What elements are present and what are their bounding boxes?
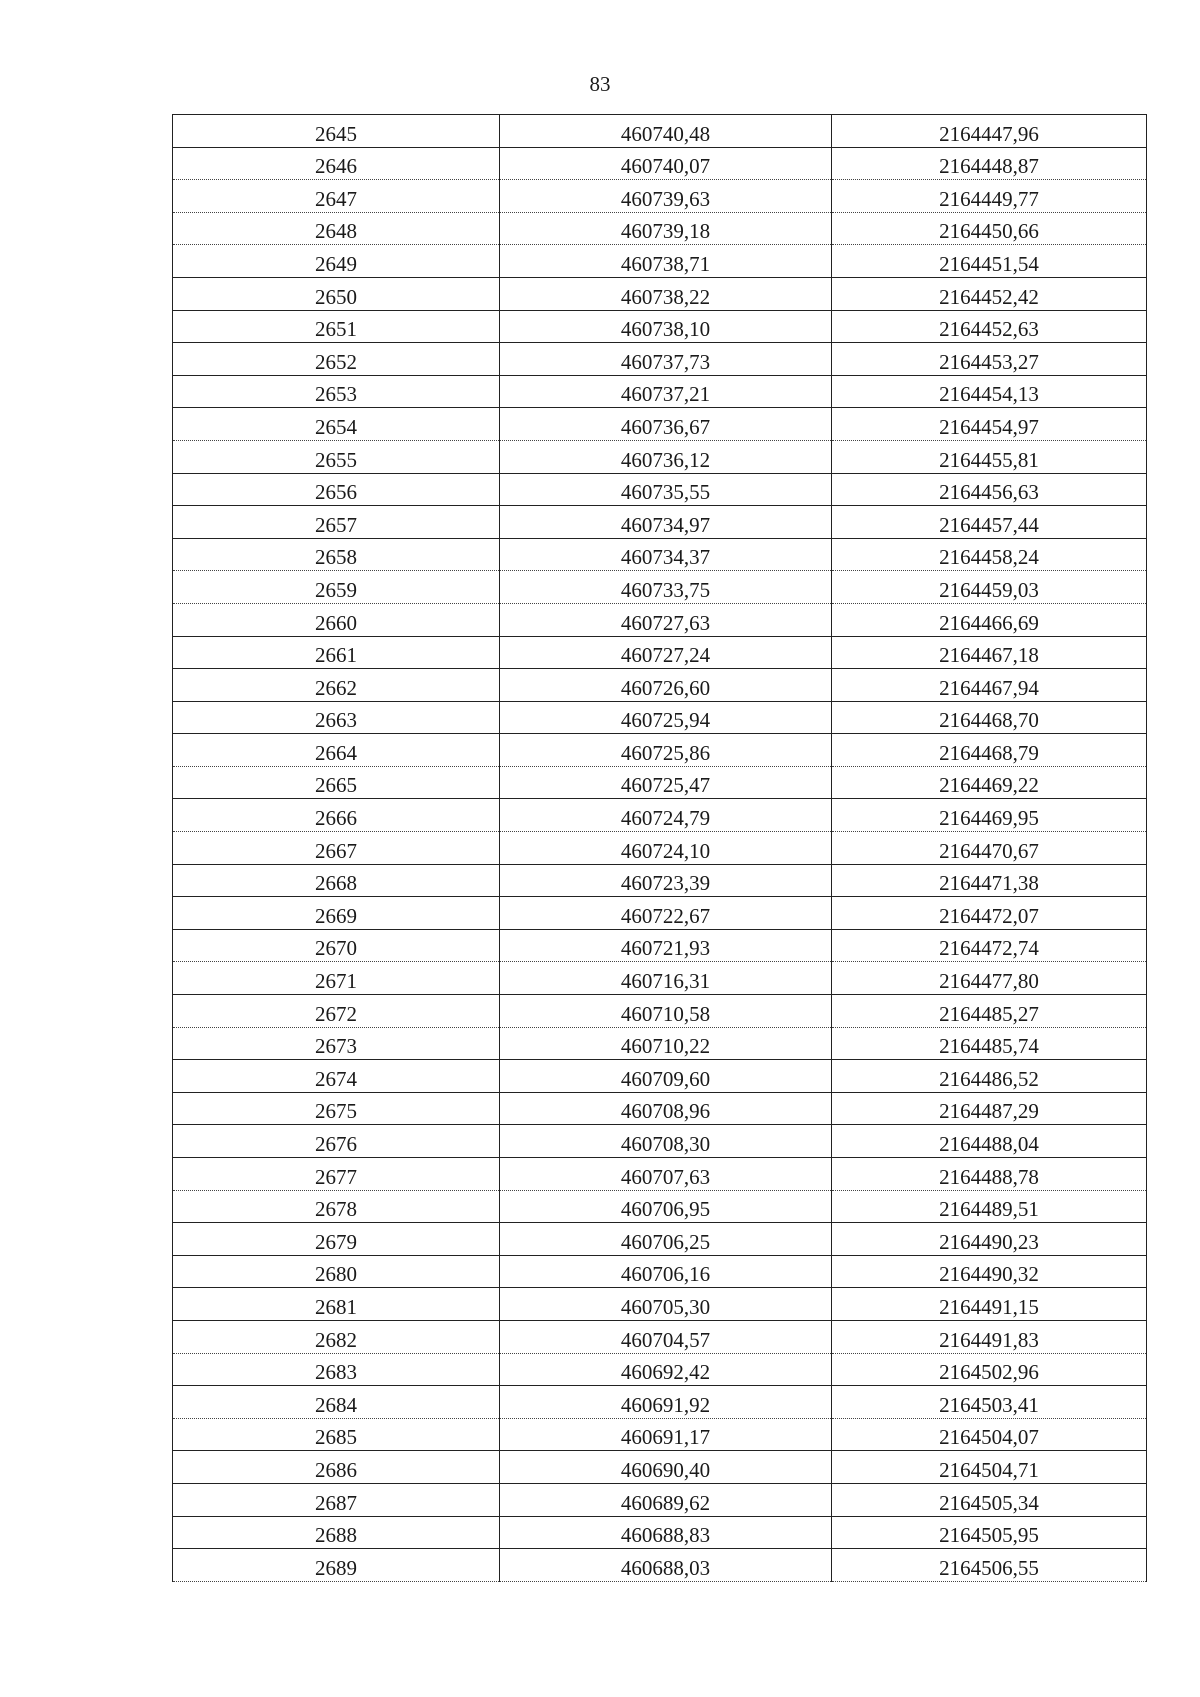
table-row [173,1027,1147,1060]
table-row [173,962,1147,995]
x-coordinate-cell: 460737,21 [500,375,832,408]
x-coordinate-cell: 460724,79 [500,799,832,832]
table-row [173,440,1147,473]
table-row [173,473,1147,506]
point-number-cell: 2674 [173,1060,500,1093]
point-number-cell: 2649 [173,245,500,278]
y-coordinate-cell: 2164452,63 [832,310,1147,343]
x-coordinate-cell: 460710,58 [500,995,832,1028]
table-row [173,310,1147,343]
y-coordinate-cell: 2164489,51 [832,1190,1147,1223]
x-coordinate-cell: 460689,62 [500,1483,832,1516]
point-number-cell: 2648 [173,212,500,245]
x-coordinate-cell: 460723,39 [500,864,832,897]
point-number-cell: 2657 [173,506,500,539]
x-coordinate-cell: 460688,83 [500,1516,832,1549]
table-row [173,1483,1147,1516]
y-coordinate-cell: 2164470,67 [832,832,1147,865]
table-row [173,1255,1147,1288]
y-coordinate-cell: 2164450,66 [832,212,1147,245]
y-coordinate-cell: 2164472,07 [832,897,1147,930]
table-row [173,1125,1147,1158]
x-coordinate-cell: 460736,12 [500,440,832,473]
table-row [173,571,1147,604]
y-coordinate-cell: 2164467,18 [832,636,1147,669]
x-coordinate-cell: 460727,63 [500,603,832,636]
table-row [173,1320,1147,1353]
x-coordinate-cell: 460724,10 [500,832,832,865]
x-coordinate-cell: 460740,48 [500,115,832,148]
y-coordinate-cell: 2164472,74 [832,929,1147,962]
y-coordinate-cell: 2164454,97 [832,408,1147,441]
point-number-cell: 2669 [173,897,500,930]
y-coordinate-cell: 2164490,23 [832,1223,1147,1256]
x-coordinate-cell: 460707,63 [500,1158,832,1191]
y-coordinate-cell: 2164447,96 [832,115,1147,148]
x-coordinate-cell: 460690,40 [500,1451,832,1484]
y-coordinate-cell: 2164459,03 [832,571,1147,604]
table-row [173,636,1147,669]
x-coordinate-cell: 460734,37 [500,538,832,571]
y-coordinate-cell: 2164488,04 [832,1125,1147,1158]
y-coordinate-cell: 2164449,77 [832,180,1147,213]
table-row [173,1158,1147,1191]
y-coordinate-cell: 2164452,42 [832,277,1147,310]
y-coordinate-cell: 2164487,29 [832,1092,1147,1125]
y-coordinate-cell: 2164451,54 [832,245,1147,278]
page-number: 83 [589,72,611,96]
table-row [173,1549,1147,1582]
x-coordinate-cell: 460726,60 [500,669,832,702]
point-number-cell: 2655 [173,440,500,473]
table-row [173,799,1147,832]
x-coordinate-cell: 460721,93 [500,929,832,962]
y-coordinate-cell: 2164454,13 [832,375,1147,408]
y-coordinate-cell: 2164505,34 [832,1483,1147,1516]
point-number-cell: 2665 [173,766,500,799]
point-number-cell: 2651 [173,310,500,343]
y-coordinate-cell: 2164505,95 [832,1516,1147,1549]
table-row [173,1288,1147,1321]
x-coordinate-cell: 460709,60 [500,1060,832,1093]
table-row [173,538,1147,571]
y-coordinate-cell: 2164456,63 [832,473,1147,506]
point-number-cell: 2687 [173,1483,500,1516]
point-number-cell: 2659 [173,571,500,604]
x-coordinate-cell: 460708,96 [500,1092,832,1125]
point-number-cell: 2653 [173,375,500,408]
table-row [173,701,1147,734]
point-number-cell: 2678 [173,1190,500,1223]
x-coordinate-cell: 460691,17 [500,1418,832,1451]
table-row [173,115,1147,148]
y-coordinate-cell: 2164453,27 [832,343,1147,376]
x-coordinate-cell: 460704,57 [500,1320,832,1353]
table-row [173,766,1147,799]
x-coordinate-cell: 460738,71 [500,245,832,278]
table-row [173,343,1147,376]
table-row [173,506,1147,539]
point-number-cell: 2652 [173,343,500,376]
point-number-cell: 2668 [173,864,500,897]
y-coordinate-cell: 2164448,87 [832,147,1147,180]
point-number-cell: 2660 [173,603,500,636]
y-coordinate-cell: 2164469,22 [832,766,1147,799]
x-coordinate-cell: 460706,16 [500,1255,832,1288]
x-coordinate-cell: 460706,25 [500,1223,832,1256]
table-row [173,603,1147,636]
table-row [173,408,1147,441]
y-coordinate-cell: 2164490,32 [832,1255,1147,1288]
point-number-cell: 2681 [173,1288,500,1321]
point-number-cell: 2673 [173,1027,500,1060]
point-number-cell: 2646 [173,147,500,180]
point-number-cell: 2680 [173,1255,500,1288]
y-coordinate-cell: 2164467,94 [832,669,1147,702]
y-coordinate-cell: 2164468,79 [832,734,1147,767]
x-coordinate-cell: 460727,24 [500,636,832,669]
x-coordinate-cell: 460735,55 [500,473,832,506]
point-number-cell: 2684 [173,1386,500,1419]
point-number-cell: 2685 [173,1418,500,1451]
table-row [173,929,1147,962]
point-number-cell: 2662 [173,669,500,702]
coordinates-table [172,114,1147,1582]
x-coordinate-cell: 460725,47 [500,766,832,799]
x-coordinate-cell: 460706,95 [500,1190,832,1223]
table-row [173,245,1147,278]
y-coordinate-cell: 2164468,70 [832,701,1147,734]
table-row [173,897,1147,930]
y-coordinate-cell: 2164477,80 [832,962,1147,995]
point-number-cell: 2656 [173,473,500,506]
y-coordinate-cell: 2164502,96 [832,1353,1147,1386]
point-number-cell: 2679 [173,1223,500,1256]
point-number-cell: 2688 [173,1516,500,1549]
point-number-cell: 2650 [173,277,500,310]
x-coordinate-cell: 460739,63 [500,180,832,213]
point-number-cell: 2676 [173,1125,500,1158]
x-coordinate-cell: 460688,03 [500,1549,832,1582]
y-coordinate-cell: 2164491,83 [832,1320,1147,1353]
table-row [173,1451,1147,1484]
point-number-cell: 2664 [173,734,500,767]
table-row [173,277,1147,310]
x-coordinate-cell: 460734,97 [500,506,832,539]
x-coordinate-cell: 460739,18 [500,212,832,245]
x-coordinate-cell: 460736,67 [500,408,832,441]
y-coordinate-cell: 2164506,55 [832,1549,1147,1582]
point-number-cell: 2672 [173,995,500,1028]
table-row [173,1418,1147,1451]
x-coordinate-cell: 460738,22 [500,277,832,310]
table-row [173,1353,1147,1386]
x-coordinate-cell: 460716,31 [500,962,832,995]
point-number-cell: 2667 [173,832,500,865]
table-row [173,1092,1147,1125]
point-number-cell: 2682 [173,1320,500,1353]
table-row [173,375,1147,408]
y-coordinate-cell: 2164469,95 [832,799,1147,832]
x-coordinate-cell: 460725,94 [500,701,832,734]
table-row [173,1386,1147,1419]
y-coordinate-cell: 2164504,07 [832,1418,1147,1451]
point-number-cell: 2686 [173,1451,500,1484]
table-row [173,995,1147,1028]
point-number-cell: 2663 [173,701,500,734]
y-coordinate-cell: 2164504,71 [832,1451,1147,1484]
x-coordinate-cell: 460725,86 [500,734,832,767]
x-coordinate-cell: 460740,07 [500,147,832,180]
point-number-cell: 2658 [173,538,500,571]
x-coordinate-cell: 460722,67 [500,897,832,930]
point-number-cell: 2661 [173,636,500,669]
x-coordinate-cell: 460705,30 [500,1288,832,1321]
table-row [173,864,1147,897]
table-row [173,180,1147,213]
y-coordinate-cell: 2164488,78 [832,1158,1147,1191]
y-coordinate-cell: 2164503,41 [832,1386,1147,1419]
point-number-cell: 2670 [173,929,500,962]
y-coordinate-cell: 2164471,38 [832,864,1147,897]
y-coordinate-cell: 2164485,74 [832,1027,1147,1060]
table-row [173,1516,1147,1549]
x-coordinate-cell: 460738,10 [500,310,832,343]
point-number-cell: 2677 [173,1158,500,1191]
y-coordinate-cell: 2164466,69 [832,603,1147,636]
point-number-cell: 2671 [173,962,500,995]
point-number-cell: 2683 [173,1353,500,1386]
x-coordinate-cell: 460691,92 [500,1386,832,1419]
y-coordinate-cell: 2164455,81 [832,440,1147,473]
x-coordinate-cell: 460710,22 [500,1027,832,1060]
point-number-cell: 2645 [173,115,500,148]
point-number-cell: 2647 [173,180,500,213]
table-row [173,1223,1147,1256]
y-coordinate-cell: 2164458,24 [832,538,1147,571]
x-coordinate-cell: 460737,73 [500,343,832,376]
y-coordinate-cell: 2164491,15 [832,1288,1147,1321]
y-coordinate-cell: 2164486,52 [832,1060,1147,1093]
point-number-cell: 2654 [173,408,500,441]
x-coordinate-cell: 460708,30 [500,1125,832,1158]
table-row [173,734,1147,767]
table-row [173,1190,1147,1223]
table-row [173,147,1147,180]
point-number-cell: 2666 [173,799,500,832]
y-coordinate-cell: 2164457,44 [832,506,1147,539]
table-row [173,1060,1147,1093]
point-number-cell: 2689 [173,1549,500,1582]
y-coordinate-cell: 2164485,27 [832,995,1147,1028]
table-row [173,212,1147,245]
x-coordinate-cell: 460733,75 [500,571,832,604]
x-coordinate-cell: 460692,42 [500,1353,832,1386]
table-row [173,832,1147,865]
point-number-cell: 2675 [173,1092,500,1125]
table-row [173,669,1147,702]
coordinates-table-body [173,115,1147,1582]
